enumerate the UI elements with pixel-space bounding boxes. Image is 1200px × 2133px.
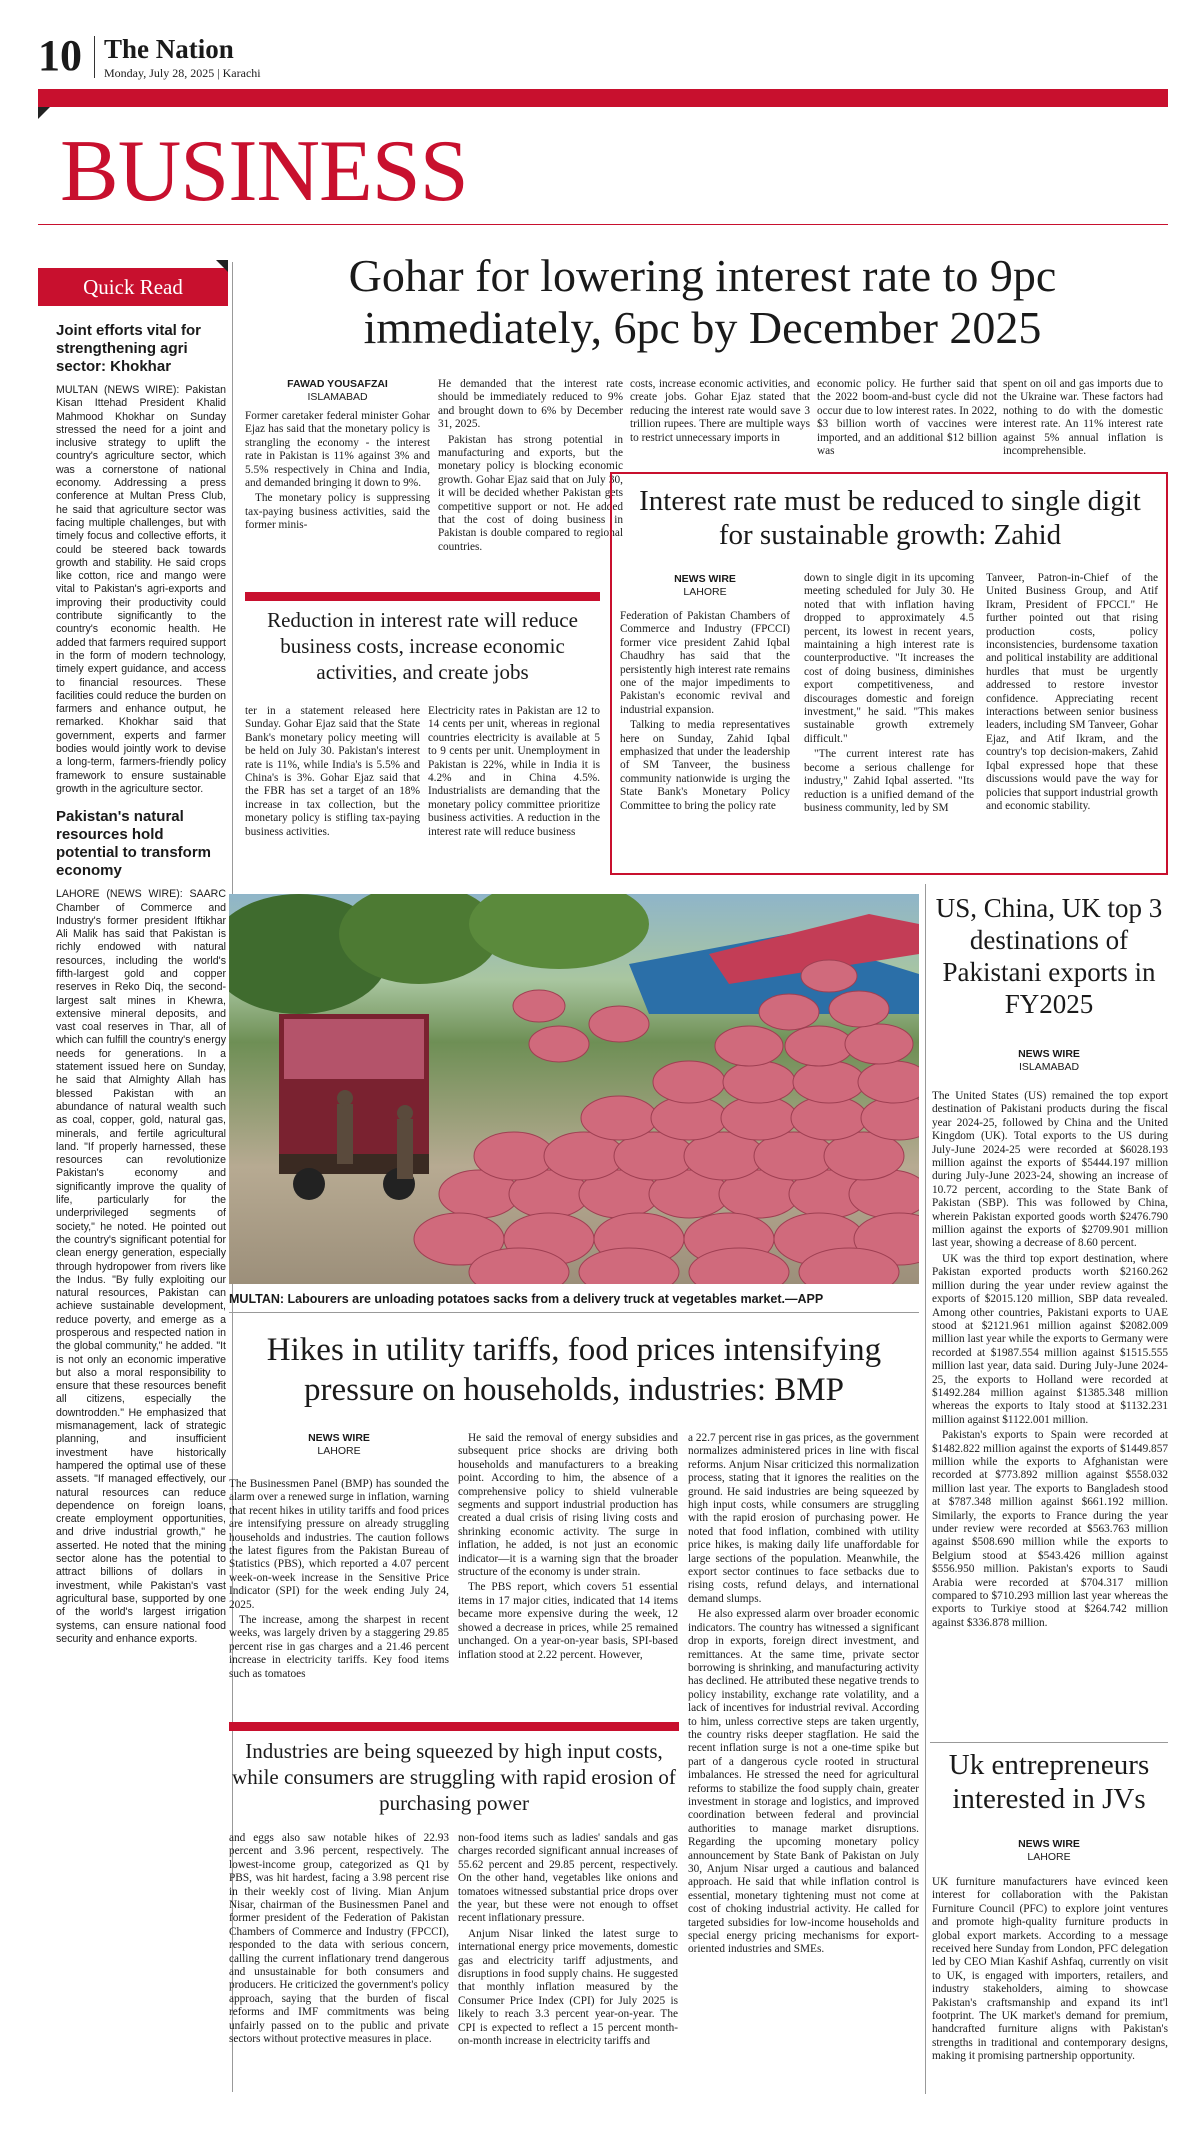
quick-read-item <box>56 808 226 1646</box>
jv-paragraph: UK furniture manufacturers have evinced keen interest for collaboration with the Pakistan Furniture Council (PFC) to explore joint ventures and promote high-quality furniture products in global export markets. According to a message received here Sunday from London, PFC delegation led by CEO Mian Kashif Ashfaq, currently on visit to UK, is engaged with importers, retailers, and industry stakeholders, aiming to showcase Pakistan's craftsmanship and expand its int'l footprint. The UK market's demand for premium, handcrafted furniture aligns with Pakistan's strengths in traditional and contemporary designs, making it promising partnership opportunity. <box>932 1876 1168 2063</box>
byline-place: LAHORE <box>683 585 727 598</box>
byline-name: NEWS WIRE <box>674 573 736 585</box>
lead-headline: Gohar for lowering interest rate to 9pc immediately, 6pc by December 2025 <box>348 250 1057 353</box>
lead-paragraph: economic policy. He further said that the 2022 boom-and-bust cycle did not occur due to low interest rates. In 2022, $3 billion worth of vaccines were imported, and an additional $12 billion was <box>817 378 997 458</box>
bmp-paragraph: and eggs also saw notable hikes of 22.93 percent and 3.96 percent, respectively. The lowest-income group, categorized as Q1 by PBS, was hit hardest, facing a 3.98 percent rise in their weekly cost of living. Mian Anjum Nisar, chairman of the Businessmen Panel and former president of the Federation of Pakistan Chambers of Commerce and Industry (FPCCI), responded to the data with serious concern, calling the current inflationary trend dangerous and unsustainable for both consumers and producers. He criticized the government's policy approach, saying that the burden of fiscal reforms and IMF commitments was being unfairly passed on to the public and private sectors without protective measures in place. <box>229 1832 449 2046</box>
zahid-col-3 <box>986 572 1158 815</box>
masthead-divider <box>94 36 95 78</box>
bmp-paragraph: The PBS report, which covers 51 essential items in 17 major cities, indicated that 14 items became more expensive during the week, 12 showed a decrease in prices, while 25 remained unchanged. On a year-on-year basis, SPI-based inflation stood at 2.22 percent. However, <box>458 1581 678 1661</box>
lead-paragraph: ter in a statement released here Sunday. Gohar Ejaz said that the State Bank's monetary policy meeting will be held on July 30. Pakistan's interest rate is 11%, while India's is 5.5% and China's is 3%. Gohar Ejaz said that the FBR has set a target of an 18% increase in tax collection, but the monetary policy is stifling tax-paying business activities. <box>245 705 420 838</box>
lead-paragraph: Pakistan has strong potential in manufacturing and exports, but the monetary policy is blocking economic growth. Gohar Ejaz said that on July 30, it will be decided whether Pakistan gets competitive support or not. He added that the cost of doing business in Pakistan is double compared to regional countries. <box>438 433 623 553</box>
quick-read-headline: Joint efforts vital for strengthening agri sector: Khokhar <box>56 322 202 375</box>
quick-read-body: MULTAN (NEWS WIRE): Pakistan Kisan Ittehad President Khalid Mahmood Khokhar on Sunday stressed the need for a joint and inclusive strategy to uplift the country's agriculture sector, which was a cornerstone of national economy. Addressing a press conference at Multan Press Club, he said that agriculture sector was facing multiple challenges, but with timely focus and collective efforts, it could be steered back towards growth and stability. He said crops like cotton, rice and mango were vital to Pakistan's agri-exports and improving their productivity could contribute significantly to the country's economic health. He added that farmers required support in the form of modern technology, timely expert guidance, and access to financial resources. These facilities could reduce the burden on farmers and enhance output, he remarked. Khokhar said that government, experts and farmer bodies would jointly work to devise a long-term, farmers-friendly policy framework to ensure sustainable growth in the agriculture sector. <box>56 384 226 795</box>
bmp-subhead-rule <box>229 1722 679 1731</box>
zahid-paragraph: Federation of Pakistan Chambers of Commerce and Industry (FPCCI) former vice president Zahid Iqbal Chaudhry has said that the persistently high interest rate remains one of the major impediments to Pakistan's economic revival and industrial expansion. <box>620 610 790 716</box>
quick-read-list <box>56 322 226 1646</box>
lead-subhead: Reduction in interest rate will reduce business costs, increase economic activities, and create jobs <box>267 608 578 684</box>
lead-byline <box>245 378 430 403</box>
byline-place: LAHORE <box>1027 1850 1071 1863</box>
quick-read-label-text: Quick Read <box>83 275 183 299</box>
page-number: 10 <box>38 31 82 80</box>
bmp-headline: Hikes in utility tariffs, food prices intensifying pressure on households, industries: BMP <box>266 1332 882 1408</box>
masthead-red-bar <box>38 89 1168 107</box>
zahid-story-box <box>610 472 1168 875</box>
byline-name: NEWS WIRE <box>308 1432 370 1444</box>
jv-byline <box>930 1838 1168 1863</box>
column-rule <box>925 884 926 2094</box>
lead-paragraph: The monetary policy is suppressing tax-paying business activities, said the former minis- <box>245 492 430 532</box>
bmp-paragraph: He said the removal of energy subsidies and subsequent price shocks are driving both households and manufacturers to a breaking point. According to him, the absence of a comprehensive policy to shield vulnerable segments and support industrial production has created a dual crisis of rising living costs and shrinking economic activity. The surge in inflation, he added, is not just an economic indicator—it is a warning sign that the broader structure of the economy is under strain. <box>458 1432 678 1579</box>
byline-place: ISLAMABAD <box>1018 1060 1080 1073</box>
zahid-paragraph: "The current interest rate has become a serious challenge for industry," Zahid Iqbal asserted. "Its reduction is a unified demand of the business community, led by SM <box>804 748 974 814</box>
lead-paragraph: He demanded that the interest rate should be immediately reduced to 9% and brought down to 6% by December 31, 2025. <box>438 378 623 431</box>
exports-body <box>932 1090 1168 1632</box>
zahid-byline <box>620 573 790 598</box>
paper-name: The Nation <box>104 34 234 64</box>
quick-read-item <box>56 322 226 796</box>
section-rule <box>38 224 1168 225</box>
bmp-top-rule <box>229 1312 919 1313</box>
masthead <box>38 32 1168 92</box>
byline-place: LAHORE <box>317 1444 361 1457</box>
bmp-col-2b <box>458 1832 678 2051</box>
lead-col-4 <box>817 378 997 460</box>
lead-subhead-rule <box>245 592 600 601</box>
bmp-paragraph: The increase, among the sharpest in recent weeks, was largely driven by a staggering 29.85 percent rise in gas charges and a 21.46 percent increase in electricity tariffs. Key food items such as tomatoes <box>229 1614 449 1680</box>
quick-read-flag-notch <box>216 260 228 272</box>
exports-byline <box>930 1048 1168 1073</box>
exports-paragraph: The United States (US) remained the top export destination of Pakistani products during the fiscal year 2024-25, followed by China and the United Kingdom (UK). Total exports to the US during July-June 2024-25 were recorded at $6028.193 million against the exports of $5444.197 million during July-June 2023-24, showing an increase of 10.72 percent, according to the State Bank of Pakistan (SBP). This was followed by China, wherein Pakistan exported goods worth $2476.790 million against the exports of $2709.901 million last year, showing a decrease of 8.60 percent. <box>932 1090 1168 1250</box>
quick-read-headline: Pakistan's natural resources hold potential to transform economy <box>56 808 212 880</box>
lead-col-1 <box>245 410 430 535</box>
bmp-paragraph: non-food items such as ladies' sandals and gas charges recorded significant annual increases of 55.62 percent and 29.85 percent, respectively. On the other hand, vegetables like onions and tomatoes witnessed substantial price drops over the year, but these were not enough to offset recent inflationary pressure. <box>458 1832 678 1925</box>
lead-paragraph: Former caretaker federal minister Gohar Ejaz has said that the monetary policy is strangling the economy - the interest rate in Pakistan is 11% against 3% and 5.5% respectively in China and India, and demanded bringing it down to 9%. <box>245 410 430 490</box>
quick-read-body: LAHORE (NEWS WIRE): SAARC Chamber of Commerce and Industry's former president Iftikhar Ali Malik has said that Pakistan is richly endowed with natural resources, including the world's fifth-largest gold and copper reserves in Reko Diq, the second-largest salt mines in Khewra, extensive mineral deposits, and vast coal reserves in Thar, all of which can fulfill the country's energy needs for generations. In a statement issued here on Sunday, he said that Almighty Allah has blessed Pakistan with an abundance of natural wealth such as coal, copper, gold, natural gas, minerals, and fertile agricultural land. "If properly harnessed, these resources can revolutionize Pakistan's economy and significantly improve the quality of life, particularly for the underprivileged segments of society," he noted. He pointed out the country's significant potential for clean energy generation, especially through hydropower from rivers like the Indus. "By fully exploiting our natural resources, Pakistan can achieve sustainable development, reduce poverty, and emerge as a prosperous and respected nation in the global community," he added. "It is not only an economic imperative but also a moral responsibility to ensure that these resources benefit all citizens, especially the downtrodden." He emphasized that mismanagement, lack of strategic planning, and insufficient investment have historically hampered the optimal use of these assets. "If managed effectively, our natural resources can reduce dependence on foreign loans, create employment opportunities, and drive industrial growth," he asserted. He noted that the mining sector alone has the potential to attract billions of dollars in investment, while Pakistan's vast agricultural base, supported by one of the world's largest irrigation systems, can ensure national food security and enhance exports. <box>56 888 226 1645</box>
bmp-subhead: Industries are being squeezed by high input costs, while consumers are struggling with rapid erosion of purchasing power <box>232 1739 676 1815</box>
zahid-col-2 <box>804 572 974 817</box>
bmp-paragraph: The Businessmen Panel (BMP) has sounded the alarm over a renewed surge in inflation, warning that recent hikes in utility tariffs and food prices are intensifying pressure on already struggling households and industries. The caution follows the latest figures from the Pakistan Bureau of Statistics (PBS), which reported a 4.07 percent week-on-week increase in the Sensitive Price Indicator (SPI) for the week ending July 24, 2025. <box>229 1478 450 1611</box>
jv-rule <box>930 1742 1168 1743</box>
jv-body <box>932 1876 1168 2066</box>
exports-paragraph: UK was the third top export destination, where Pakistan exported products worth $2160.262 million during the year under review against the exports of $2015.120 million, SBP data revealed. Among other countries, Pakistani exports to UAE stood at $2121.961 million against $2082.009 million last year while the exports to Germany were recorded at $1987.554 million against $1515.555 million last year, data said. During July-June 2024-25, the exports to Holland were recorded at $1492.284 million against $1385.348 million whereas the exports to Italy stood at $1132.231 million against $1122.001 million. <box>932 1252 1168 1426</box>
lead-paragraph: Electricity rates in Pakistan are 12 to 14 cents per unit, whereas in regional countries electricity is available at 5 to 9 cents per unit. Unemployment in Pakistan is 22%, while in India it is 4.2% and in China 4.5%. Industrialists are demanding that the monetary policy committee prioritize business activities. A reduction in the interest rate will reduce business <box>428 705 600 838</box>
zahid-paragraph: Talking to media representatives here on Sunday, Zahid Iqbal emphasized that under the leadership of SM Tanveer, the business community nationwide is urging the State Bank's Monetary Policy Committee to bring the policy rate <box>620 719 790 812</box>
lead-col-1b <box>245 705 420 841</box>
bmp-paragraph: He also expressed alarm over broader economic indicators. The country has witnessed a significant drop in exports, foreign direct investment, and remittances. At the same time, private sector borrowing is shrinking, and manufacturing activity has declined. He attributed these negative trends to policy instability, exchange rate volatility, and a lack of incentives for industrial revival. According to him, unless corrective steps are taken urgently, the country risks deeper stagflation. He said the recent inflation surge is not a one-time spike but part of a dangerous cycle rooted in structural imbalances. He stressed the need for agricultural reforms to stabilize the food supply chain, greater investment in storage and logistics, and improved coordination between federal and provincial authorities to manage market disruptions. Regarding the upcoming monetary policy announcement by State Bank of Pakistan on July 30, Anjum Nisar urged a cautious and balanced approach. He said that while inflation control is essential, monetary tightening must not come at cost of choking industrial activity. He called for targeted subsidies for low-income households and special energy pricing mechanisms for export-oriented industries and SMEs. <box>688 1608 919 1956</box>
lead-paragraph: spent on oil and gas imports due to the Ukraine war. These factors had nothing to do with the domestic interest rate. An 11% interest rate against 5% annual inflation is incomprehensible. <box>1003 378 1163 458</box>
lead-paragraph: costs, increase economic activities, and create jobs. Gohar Ejaz stated that reducing the interest rate would save 3 trillion rupees. There are multiple ways to restrict unnecessary imports in <box>630 378 810 444</box>
bmp-col-1b <box>229 1832 449 2049</box>
bmp-col-1 <box>229 1478 449 1683</box>
photo-caption: MULTAN: Labourers are unloading potatoes sacks from a delivery truck at vegetables market.—APP <box>229 1292 824 1306</box>
market-photo <box>229 894 919 1284</box>
quick-read-sidebar <box>38 260 228 2090</box>
zahid-col-1 <box>620 610 790 815</box>
lead-col-2 <box>438 378 623 556</box>
masthead-corner-fold <box>38 107 50 119</box>
market-photo-illustration <box>229 894 919 1284</box>
quick-read-label <box>38 260 228 306</box>
jv-headline: Uk entrepreneurs interested in JVs <box>948 1749 1150 1815</box>
exports-paragraph: Pakistan's exports to Spain were recorded at $1482.822 million against the exports of $1449.857 million while the exports to Afghanistan were recorded at $773.892 million against $558.032 million last year. The exports to Bangladesh stood at $787.348 million against $661.192 million. Similarly, the exports to France during the year under review were recorded at $563.763 million against $508.690 million while the exports to Belgium stood at $543.426 million against $556.950 million. Pakistan's exports to Saudi Arabia were recorded at $704.317 million compared to $710.293 million last year whereas the exports to Turkiye stood at $264.742 million against $336.878 million. <box>932 1429 1168 1629</box>
exports-headline: US, China, UK top 3 destinations of Pakistani exports in FY2025 <box>935 893 1163 1019</box>
byline-place: ISLAMABAD <box>307 390 368 403</box>
lead-col-3 <box>630 378 810 447</box>
zahid-paragraph: down to single digit in its upcoming meeting scheduled for July 30. He noted that with inflation having dropped to approximately 4.5 percent, its lowest in recent years, maintaining a high interest rate is counterproductive. "It increases the cost of doing business, diminishes export competitiveness, and discourages domestic and foreign investment," he said. "This makes sustainable growth extremely difficult." <box>804 572 974 745</box>
bmp-col-3 <box>688 1432 919 1959</box>
bmp-paragraph: a 22.7 percent rise in gas prices, as the government normalizes administered prices in line with fiscal reforms. Anjum Nisar criticized this normalization process, stating that it ignores the realities on the ground. He said industries are being squeezed by high input costs, while consumers are struggling with the rapid erosion of purchasing power. He noted that food inflation, combined with utility price hikes, is making daily life unaffordable for large sections of the population. Meanwhile, the export sector continues to face setbacks due to rising costs, refund delays, and international demand slumps. <box>688 1432 919 1605</box>
zahid-paragraph: Tanveer, Patron-in-Chief of the United Business Group, and Atif Ikram, President of FPCCI." He further pointed out that rising production costs, policy inconsistencies, burdensome taxation and political instability are additional hurdles that must be urgently addressed to restore investor confidence. Appreciating recent interactions between senior business leaders, including SM Tanveer, Gohar Ejaz, and Atif Ikram, and the country's top decision-makers, Zahid Iqbal expressed hope that these discussions would pave the way for policies that support industrial growth and economic stability. <box>986 572 1158 812</box>
bmp-col-2 <box>458 1432 678 1664</box>
lead-col-2b <box>428 705 600 841</box>
section-title: BUSINESS <box>60 123 468 220</box>
bmp-byline <box>229 1432 449 1457</box>
byline-name: NEWS WIRE <box>1018 1048 1080 1060</box>
lead-col-5 <box>1003 378 1163 460</box>
bmp-paragraph: Anjum Nisar linked the latest surge to international energy price movements, domestic gas and electricity tariff adjustments, and disruptions in food supply chains. He suggested that monthly inflation measured by the Consumer Price Index (CPI) for July 2025 is likely to reach 3.3 percent year-on-year. The CPI is expected to reflect a 15 percent month-on-month increase in electricity tariffs and <box>458 1927 678 2048</box>
dateline: Monday, July 28, 2025 | Karachi <box>104 66 261 80</box>
byline-name: NEWS WIRE <box>1018 1838 1080 1850</box>
zahid-headline: Interest rate must be reduced to single digit for sustainable growth: Zahid <box>639 485 1141 551</box>
byline-name: FAWAD YOUSAFZAI <box>287 378 388 390</box>
